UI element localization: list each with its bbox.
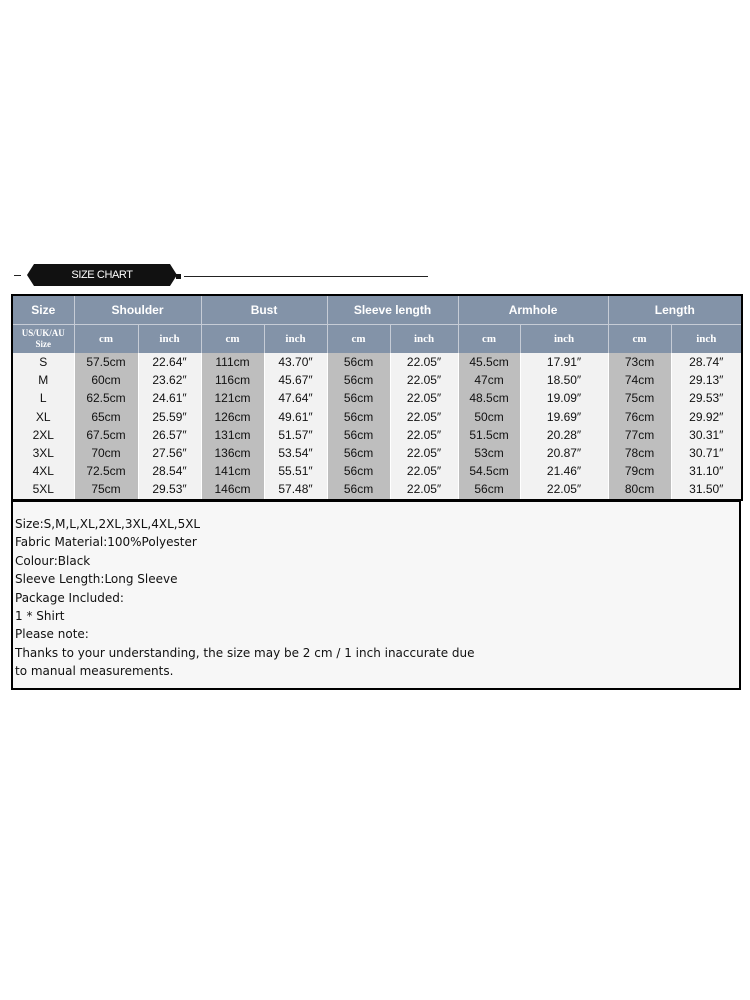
cm-value-cell: 56cm bbox=[327, 389, 390, 407]
unit-cm: cm bbox=[608, 325, 671, 354]
cm-value-cell: 136cm bbox=[201, 444, 264, 462]
inch-value-cell: 30.31″ bbox=[671, 426, 742, 444]
cm-value-cell: 76cm bbox=[608, 408, 671, 426]
table-row bbox=[12, 408, 742, 426]
col-header-length: Length bbox=[608, 295, 742, 325]
size-region-line2: Size bbox=[35, 339, 51, 349]
unit-inch: inch bbox=[520, 325, 608, 354]
cm-value-cell: 51.5cm bbox=[458, 426, 520, 444]
size-cell: 3XL bbox=[12, 444, 74, 462]
inch-value-cell: 45.67″ bbox=[264, 371, 327, 389]
inch-value-cell: 30.71″ bbox=[671, 444, 742, 462]
cm-value-cell: 146cm bbox=[201, 480, 264, 499]
col-header-armhole: Armhole bbox=[458, 295, 608, 325]
cm-value-cell: 48.5cm bbox=[458, 389, 520, 407]
note-line: Colour:Black bbox=[15, 553, 91, 568]
unit-cm: cm bbox=[327, 325, 390, 354]
cm-value-cell: 54.5cm bbox=[458, 462, 520, 480]
cm-value-cell: 57.5cm bbox=[74, 353, 138, 371]
size-chart-banner bbox=[0, 262, 750, 290]
size-chart-title: SIZE CHART bbox=[34, 264, 170, 286]
inch-value-cell: 57.48″ bbox=[264, 480, 327, 499]
cm-value-cell: 56cm bbox=[327, 371, 390, 389]
inch-value-cell: 22.05″ bbox=[390, 408, 458, 426]
cm-value-cell: 121cm bbox=[201, 389, 264, 407]
cm-value-cell: 77cm bbox=[608, 426, 671, 444]
cm-value-cell: 56cm bbox=[327, 462, 390, 480]
inch-value-cell: 22.05″ bbox=[390, 480, 458, 499]
cm-value-cell: 56cm bbox=[327, 480, 390, 499]
cm-value-cell: 74cm bbox=[608, 371, 671, 389]
cm-value-cell: 126cm bbox=[201, 408, 264, 426]
size-cell: XL bbox=[12, 408, 74, 426]
inch-value-cell: 22.05″ bbox=[390, 371, 458, 389]
inch-value-cell: 22.05″ bbox=[390, 389, 458, 407]
inch-value-cell: 29.13″ bbox=[671, 371, 742, 389]
size-cell: L bbox=[12, 389, 74, 407]
note-line: Sleeve Length:Long Sleeve bbox=[15, 572, 178, 587]
cm-value-cell: 60cm bbox=[74, 371, 138, 389]
unit-cm: cm bbox=[458, 325, 520, 354]
cm-value-cell: 56cm bbox=[458, 480, 520, 499]
cm-value-cell: 62.5cm bbox=[74, 389, 138, 407]
cm-value-cell: 56cm bbox=[327, 353, 390, 371]
inch-value-cell: 18.50″ bbox=[520, 371, 608, 389]
note-line: Size:S,M,L,XL,2XL,3XL,4XL,5XL bbox=[15, 517, 201, 531]
banner-marker bbox=[176, 274, 181, 279]
note-line: Thanks to your understanding, the size may be 2 cm / 1 inch inaccurate due bbox=[15, 645, 475, 660]
table-row bbox=[12, 462, 742, 480]
note-line: to manual measurements. bbox=[15, 664, 174, 679]
cm-value-cell: 141cm bbox=[201, 462, 264, 480]
inch-value-cell: 20.28″ bbox=[520, 426, 608, 444]
cm-value-cell: 53cm bbox=[458, 444, 520, 462]
cm-value-cell: 56cm bbox=[327, 444, 390, 462]
inch-value-cell: 49.61″ bbox=[264, 408, 327, 426]
size-cell: S bbox=[12, 353, 74, 371]
notes-text bbox=[15, 515, 475, 681]
note-line: Package Included: bbox=[15, 590, 124, 605]
inch-value-cell: 22.64″ bbox=[138, 353, 201, 371]
cm-value-cell: 50cm bbox=[458, 408, 520, 426]
note-line: 1 * Shirt bbox=[15, 609, 65, 624]
inch-value-cell: 29.53″ bbox=[138, 480, 201, 499]
cm-value-cell: 111cm bbox=[201, 353, 264, 371]
inch-value-cell: 43.70″ bbox=[264, 353, 327, 371]
banner-dash bbox=[14, 275, 21, 276]
inch-value-cell: 23.62″ bbox=[138, 371, 201, 389]
cm-value-cell: 67.5cm bbox=[74, 426, 138, 444]
inch-value-cell: 55.51″ bbox=[264, 462, 327, 480]
size-cell: M bbox=[12, 371, 74, 389]
inch-value-cell: 53.54″ bbox=[264, 444, 327, 462]
cm-value-cell: 116cm bbox=[201, 371, 264, 389]
unit-inch: inch bbox=[671, 325, 742, 354]
inch-value-cell: 25.59″ bbox=[138, 408, 201, 426]
unit-inch: inch bbox=[264, 325, 327, 354]
col-header-sleeve-length: Sleeve length bbox=[327, 295, 458, 325]
inch-value-cell: 26.57″ bbox=[138, 426, 201, 444]
table-row bbox=[12, 353, 742, 371]
table-row bbox=[12, 389, 742, 407]
cm-value-cell: 79cm bbox=[608, 462, 671, 480]
size-region-label bbox=[12, 325, 74, 354]
col-header-shoulder: Shoulder bbox=[74, 295, 201, 325]
col-header-bust: Bust bbox=[201, 295, 327, 325]
product-notes bbox=[11, 500, 741, 690]
unit-inch: inch bbox=[138, 325, 201, 354]
inch-value-cell: 20.87″ bbox=[520, 444, 608, 462]
cm-value-cell: 75cm bbox=[74, 480, 138, 499]
col-header-size: Size bbox=[12, 295, 74, 325]
unit-cm: cm bbox=[201, 325, 264, 354]
size-cell: 2XL bbox=[12, 426, 74, 444]
cm-value-cell: 70cm bbox=[74, 444, 138, 462]
inch-value-cell: 22.05″ bbox=[390, 462, 458, 480]
table-body bbox=[12, 353, 742, 500]
cm-value-cell: 56cm bbox=[327, 426, 390, 444]
header-row-units bbox=[12, 325, 742, 354]
cm-value-cell: 65cm bbox=[74, 408, 138, 426]
cm-value-cell: 78cm bbox=[608, 444, 671, 462]
inch-value-cell: 28.54″ bbox=[138, 462, 201, 480]
cm-value-cell: 56cm bbox=[327, 408, 390, 426]
cm-value-cell: 131cm bbox=[201, 426, 264, 444]
size-chart-table bbox=[11, 294, 743, 501]
note-line: Fabric Material:100%Polyester bbox=[15, 535, 197, 550]
inch-value-cell: 22.05″ bbox=[390, 426, 458, 444]
cm-value-cell: 45.5cm bbox=[458, 353, 520, 371]
inch-value-cell: 27.56″ bbox=[138, 444, 201, 462]
table-row bbox=[12, 371, 742, 389]
inch-value-cell: 28.74″ bbox=[671, 353, 742, 371]
inch-value-cell: 22.05″ bbox=[390, 353, 458, 371]
unit-cm: cm bbox=[74, 325, 138, 354]
cm-value-cell: 75cm bbox=[608, 389, 671, 407]
inch-value-cell: 22.05″ bbox=[390, 444, 458, 462]
header-row-groups bbox=[12, 295, 742, 325]
inch-value-cell: 17.91″ bbox=[520, 353, 608, 371]
note-line: Please note: bbox=[15, 627, 89, 642]
table-row bbox=[12, 480, 742, 499]
inch-value-cell: 22.05″ bbox=[520, 480, 608, 499]
unit-inch: inch bbox=[390, 325, 458, 354]
inch-value-cell: 29.92″ bbox=[671, 408, 742, 426]
inch-value-cell: 51.57″ bbox=[264, 426, 327, 444]
inch-value-cell: 19.69″ bbox=[520, 408, 608, 426]
size-region-line1: US/UK/AU bbox=[21, 328, 65, 338]
inch-value-cell: 31.50″ bbox=[671, 480, 742, 499]
cm-value-cell: 80cm bbox=[608, 480, 671, 499]
inch-value-cell: 24.61″ bbox=[138, 389, 201, 407]
banner-rule bbox=[184, 276, 428, 277]
size-cell: 5XL bbox=[12, 480, 74, 499]
cm-value-cell: 73cm bbox=[608, 353, 671, 371]
table-row bbox=[12, 426, 742, 444]
size-cell: 4XL bbox=[12, 462, 74, 480]
inch-value-cell: 29.53″ bbox=[671, 389, 742, 407]
inch-value-cell: 19.09″ bbox=[520, 389, 608, 407]
table-row bbox=[12, 444, 742, 462]
inch-value-cell: 47.64″ bbox=[264, 389, 327, 407]
inch-value-cell: 21.46″ bbox=[520, 462, 608, 480]
cm-value-cell: 47cm bbox=[458, 371, 520, 389]
cm-value-cell: 72.5cm bbox=[74, 462, 138, 480]
inch-value-cell: 31.10″ bbox=[671, 462, 742, 480]
